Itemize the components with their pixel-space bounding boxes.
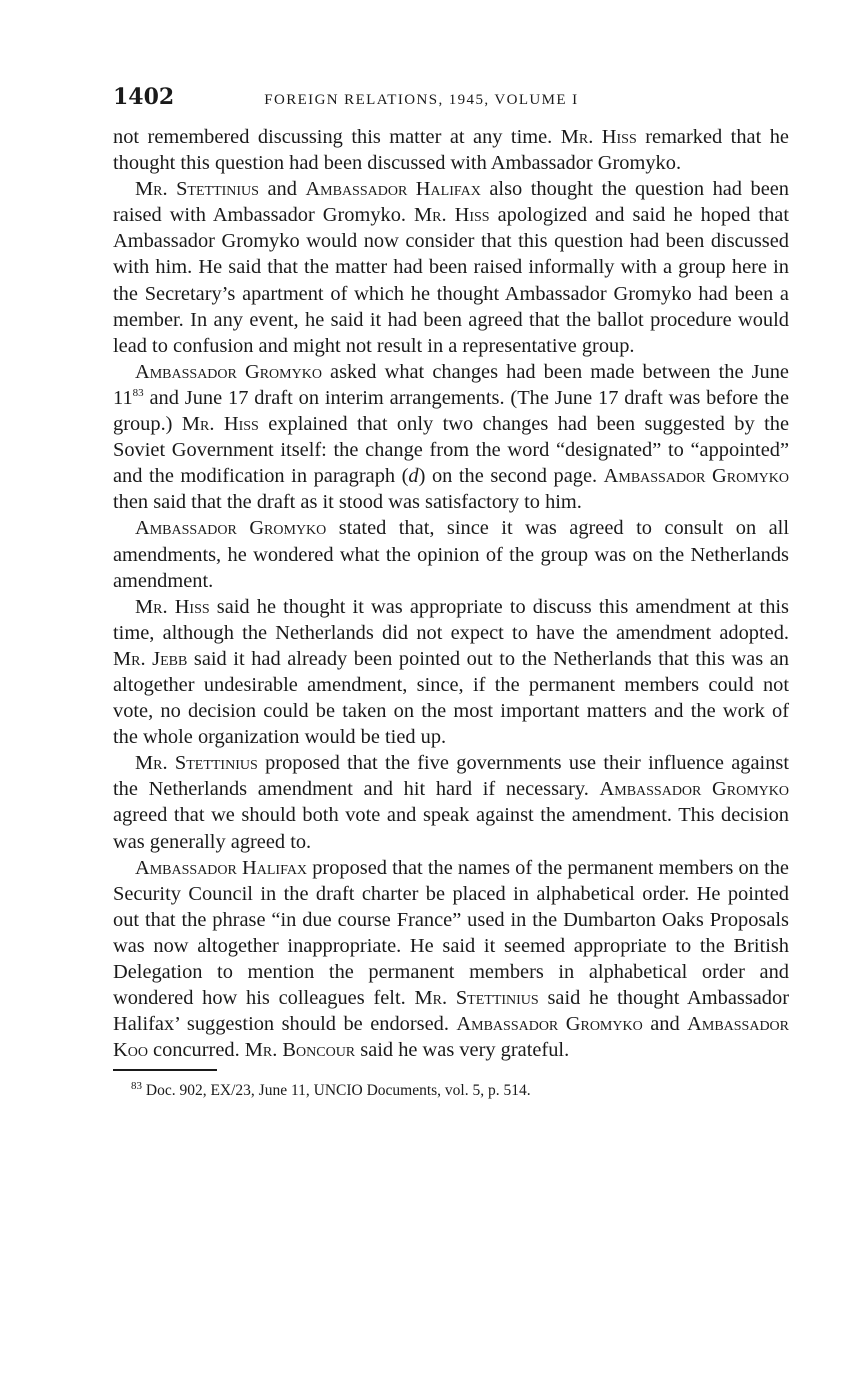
speaker-name: Ambassador Gromyko [135, 517, 327, 540]
page-header [113, 84, 789, 114]
footnote-marker: 83 [131, 1080, 142, 1093]
text-segment: ) on the second page. [418, 465, 604, 488]
speaker-name: Ambassador Gromyko [135, 360, 322, 383]
paragraph [113, 515, 789, 593]
speaker-name: Mr. Hiss [560, 126, 637, 148]
text-segment: apologized and said he hoped that Ambassador Gromyko would now consider that this question had been discussed with him. He said that the matter had been raised informally with a group here in the Secretary’s apartment of which he thought Ambassador Gromyko had been a member. In any event, he said it had been agreed that the ballot procedure would lead to confusion and might not result in a representative group. [113, 204, 789, 357]
text-segment: said he was very grateful. [355, 1039, 570, 1062]
speaker-name: Mr. Stettinius [414, 987, 539, 1010]
paragraph [113, 855, 789, 1064]
paragraph [113, 750, 789, 854]
running-head: FOREIGN RELATIONS, 1945, VOLUME I [264, 92, 579, 108]
paragraph [113, 124, 789, 176]
paragraph [113, 176, 789, 359]
speaker-name: Ambassador Gromyko [456, 1013, 643, 1036]
text-segment: also thought the question had been raised with Ambassador Gromyko. [113, 178, 790, 227]
text-segment: said he thought it was appropriate to discuss this amendment at this time, although the Netherlands did not expect to have the amendment adopted. [113, 595, 789, 644]
text-segment: proposed that the names of the permanent members on the Security Council in the draft charter be placed in alphabetical order. He pointed out that the phrase “in due course France” used in the Dumbarton Oaks Proposals was now altogether inappropriate. He said it seemed appropriate to the British Delegation to mention the permanent members in alphabetical order and wondered how his colleagues felt. [113, 856, 789, 1010]
speaker-name: Mr. Hiss [181, 413, 259, 436]
speaker-name: Mr. Jebb [113, 647, 188, 670]
speaker-name: Mr. Hiss [135, 595, 210, 618]
footnote [113, 1081, 789, 1101]
text-segment: and [258, 178, 306, 201]
text-segment: then said that the draft as it stood was satisfactory to him. [113, 491, 582, 514]
body-text [113, 124, 789, 1063]
speaker-name: Ambassador Gromyko [599, 778, 789, 801]
text-segment: and June 17 draft on interim arrangements. (The June 17 draft was before the group.) [113, 386, 789, 436]
text-segment: stated that, since it was agreed to consult on all amendments, he wondered what the opinion of the group was on the Netherlands amendment. [113, 517, 790, 592]
text-segment: and [642, 1013, 688, 1036]
footnote-text: Doc. 902, EX/23, June 11, UNCIO Documents, vol. 5, p. 514. [142, 1082, 531, 1100]
text-segment: concurred. [147, 1039, 245, 1062]
footnote-reference: 83 [132, 387, 144, 400]
text-segment: agreed that we should both vote and speak against the amendment. This decision was generally agreed to. [113, 804, 789, 853]
text-segment: explained that only two changes had been suggested by the Soviet Government itself: the change from the word “designated” to “appointed” and the modification in paragraph ( [113, 413, 790, 488]
speaker-name: Ambassador Halifax [135, 856, 308, 879]
speaker-name: Ambassador Koo [113, 1013, 790, 1062]
speaker-name: Ambassador Halifax [305, 178, 481, 201]
text-segment: remarked that he thought this question had been discussed with Ambassador Gromyko. [113, 126, 789, 175]
speaker-name: Mr. Hiss [414, 204, 490, 227]
text-segment: not remembered discussing this matter at any time. [113, 126, 561, 148]
speaker-name: Mr. Stettinius [135, 752, 258, 775]
document-page [113, 84, 789, 1101]
italic-text: d [408, 465, 419, 488]
text-segment: said it had already been pointed out to the Netherlands that this was an altogether undesirable amendment, since, if the permanent members could not vote, no decision could be taken on the most important matters and the work of the whole organization would be tied up. [113, 647, 789, 749]
page-number: 1402 [113, 84, 175, 110]
speaker-name: Ambassador Gromyko [603, 465, 789, 488]
footnote-divider [113, 1069, 217, 1071]
text-segment: proposed that the five governments use their influence against the Netherlands amendment and hit hard if necessary. [113, 752, 790, 801]
text-segment: asked what changes had been made between the June 11 [113, 360, 789, 409]
speaker-name: Mr. Stettinius [135, 178, 259, 201]
paragraph [113, 359, 789, 516]
text-segment: said he thought Ambassador Halifax’ suggestion should be endorsed. [113, 987, 789, 1036]
paragraph [113, 594, 789, 751]
speaker-name: Mr. Boncour [244, 1039, 356, 1062]
